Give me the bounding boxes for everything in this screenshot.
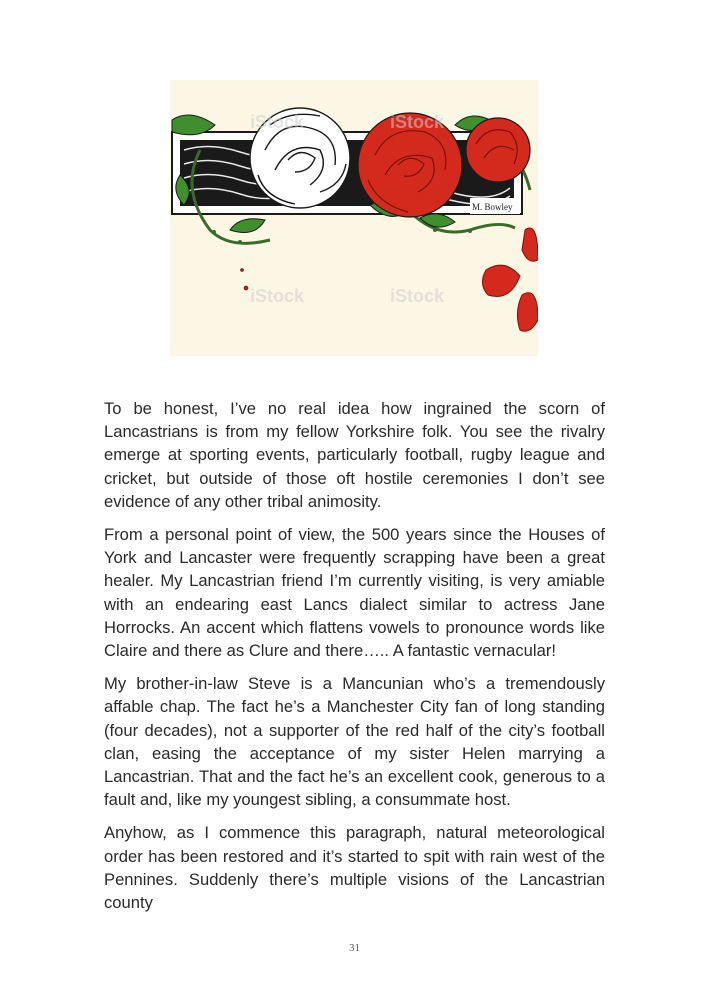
- watermark: iStock: [250, 286, 305, 306]
- watermark: iStock: [390, 112, 445, 132]
- illustration-signature: M. Bowley: [472, 202, 513, 212]
- watermark: iStock: [390, 286, 445, 306]
- page-number: 31: [349, 942, 360, 954]
- roses-illustration: [170, 80, 538, 356]
- watermark: iStock: [250, 112, 305, 132]
- paragraph: My brother-in-law Steve is a Mancunian who’s a tremendously affable chap. The fact he’s a Manchester City fan of long standing (four decades), not a supporter of the red half of the city’s football clan, easing the acceptance of my sister Helen marrying a Lancastrian. That and the fact he’s an excellent cook, generous to a fault and, like my youngest sibling, a consummate host.: [104, 674, 605, 810]
- red-rose-small: [466, 118, 530, 182]
- body-text: [104, 397, 605, 924]
- roses-illustration-svg: [170, 80, 538, 356]
- paragraph: To be honest, I’ve no real idea how ingrained the scorn of Lancastrians is from my fellow Yorkshire folk. You see the rivalry emerge at sporting events, particularly football, rugby league and cricket, but outside of those oft hostile ceremonies I don’t see evidence of any other tribal animosity.: [104, 399, 605, 511]
- paragraph: From a personal point of view, the 500 years since the Houses of York and Lancaster were frequently scrapping have been a great healer. My Lancastrian friend I’m currently visiting, is very amiable with an endearing east Lancs dialect similar to actress Jane Horrocks. An accent which flattens vowels to pronounce words like Claire and there as Clure and there….. A fantastic vernacular!: [104, 525, 605, 661]
- paragraph: Anyhow, as I commence this paragraph, natural meteorological order has been restored and it’s started to spit with rain west of the Pennines. Suddenly there’s multiple visions of the Lancastrian county: [104, 823, 605, 913]
